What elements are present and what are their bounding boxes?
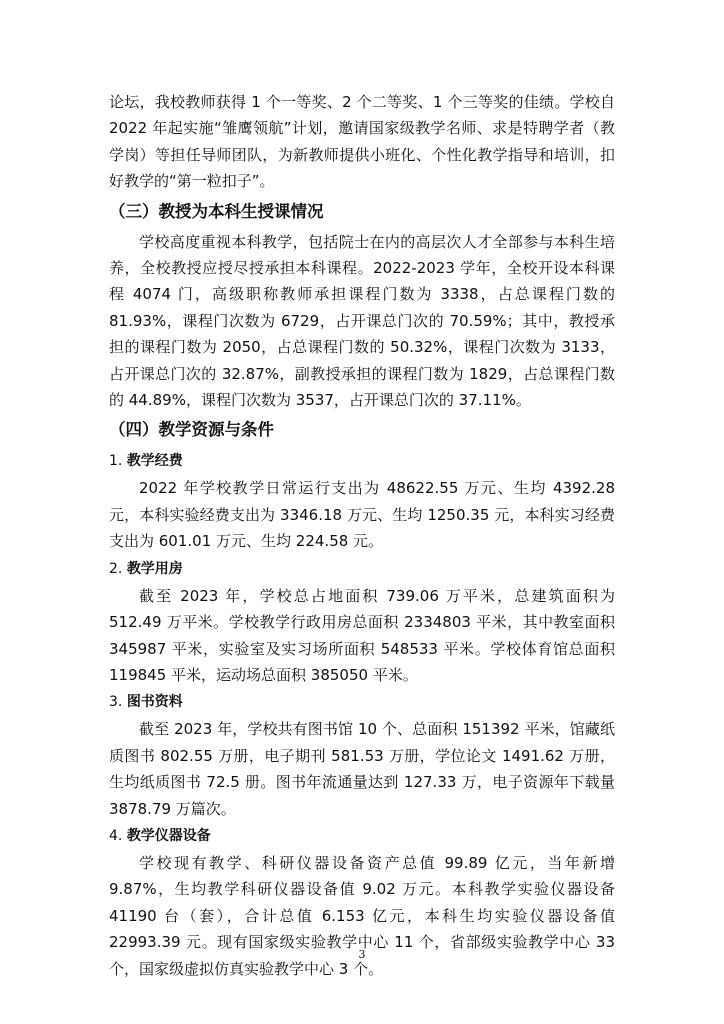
equipment-paragraph: 学校现有教学、科研仪器设备资产总值 99.89 亿元，当年新增 9.87%，生均教学科研仪器设备值 9.02 万元。本科教学实验仪器设备 41190 台（套），合计总值 6.153 亿元，本科生均实验仪器设备值 22993.39 元。现有国家级实验教学中心 11 个，省部级实验教学中心 33 个，国家级虚拟仿真实验教学中心 3 个。 [109, 853, 615, 978]
section-3-heading: （三）教授为本科生授课情况 [109, 201, 324, 221]
subsection-title: 图书资料 [126, 694, 183, 711]
subsection-number: 2. [109, 560, 123, 577]
subsection-title: 教学仪器设备 [126, 827, 211, 844]
subsection-number: 3. [109, 694, 123, 711]
subsection-heading-equipment [109, 822, 615, 850]
intro-paragraph: 论坛，我校教师获得 1 个一等奖、2 个二等奖、1 个三等奖的佳绩。学校自 2022 年起实施“雏鹰领航”计划，邀请国家级教学名师、求是特聘学者（教学岗）等担任导师团队，为新教师提供小班化、个性化教学指导和培训，扣好教学的“第一粒扣子”。 [109, 93, 615, 191]
subsection-heading-buildings [109, 555, 615, 583]
buildings-paragraph: 截至 2023 年，学校总占地面积 739.06 万平米，总建筑面积为 512.49 万平米。学校教学行政用房总面积 2334803 平米，其中教室面积 345987 平米，实验室及实习场所面积 548533 平米。学校体育馆总面积 119845 平米，运动场总面积 385050 平米。 [109, 586, 615, 684]
page-number: 3 [358, 948, 366, 961]
page-body [109, 89, 615, 982]
subsection-heading-library [109, 688, 615, 716]
subsection-title: 教学用房 [126, 560, 183, 577]
subsection-number: 4. [109, 827, 123, 844]
subsection-number: 1. [109, 453, 123, 470]
library-paragraph: 截至 2023 年，学校共有图书馆 10 个、总面积 151392 平米，馆藏纸质图书 802.55 万册，电子期刊 581.53 万册，学位论文 1491.62 万册，生均纸质图书 72.5 册。图书年流通量达到 127.33 万，电子资源年下载量 3878.79 万篇次。 [109, 720, 615, 818]
subsection-title: 教学经费 [126, 453, 183, 470]
funding-paragraph: 2022 年学校教学日常运行支出为 48622.55 万元、生均 4392.28 元，本科实验经费支出为 3346.18 万元、生均 1250.35 元，本科实习经费支出为 601.01 万元、生均 224.58 元。 [109, 479, 615, 551]
subsection-heading-funding [109, 447, 615, 475]
section-4-heading: （四）教学资源与条件 [109, 420, 274, 440]
section-3-paragraph: 学校高度重视本科教学，包括院士在内的高层次人才全部参与本科生培养，全校教授应授尽授承担本科课程。2022-2023 学年，全校开设本科课程 4074 门，高级职称教师承担课程门数为 3338，占总课程门数的 81.93%，课程门次数为 6729，占开课总门次的 70.59%；其中，教授承担的课程门数为 2050，占总课程门数的 50.32%，课程门次数为 3133，占开课总门次的 32.87%，副教授承担的课程门数为 1829，占总课程门数的 44.89%，课程门次数为 3537，占开课总门次的 37.11%。 [109, 232, 615, 410]
